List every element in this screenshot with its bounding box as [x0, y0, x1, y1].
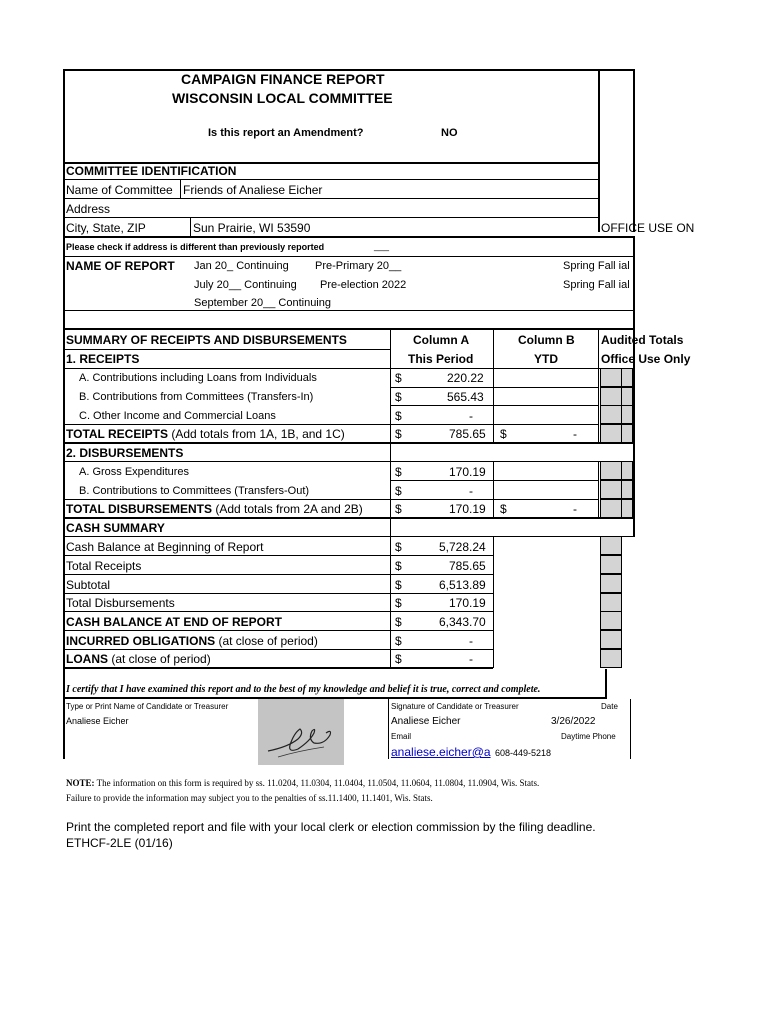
receipts-a-value[interactable]: 220.22 — [447, 371, 484, 385]
column-b-header: Column B — [518, 333, 575, 347]
note-label: NOTE: — [66, 778, 95, 788]
receipts-a-label: A. Contributions including Loans from Individuals — [79, 372, 317, 384]
loans-value[interactable]: - — [469, 652, 473, 666]
filing-instructions: Print the completed report and file with your local clerk or election commission by the filing deadline. — [66, 820, 596, 834]
address-change-checkbox[interactable]: ___ — [374, 241, 390, 251]
disbursements-section-title: 2. DISBURSEMENTS — [66, 446, 184, 460]
total-disbursements-bold: TOTAL DISBURSEMENTS — [66, 502, 213, 516]
signature-label: Signature of Candidate or Treasurer — [391, 702, 519, 711]
cash-summary-title: CASH SUMMARY — [66, 521, 165, 535]
form-subtitle: WISCONSIN LOCAL COMMITTEE — [172, 90, 393, 106]
report-name-label: NAME OF REPORT — [66, 259, 175, 273]
cash-receipts-label: Total Receipts — [66, 559, 142, 573]
email-label: Email — [391, 732, 412, 741]
amendment-answer[interactable]: NO — [441, 127, 458, 139]
loans-label — [66, 652, 211, 666]
dollar-sign: $ — [395, 390, 402, 404]
disbursements-b-label: B. Contributions to Committees (Transfers-Out) — [79, 485, 310, 497]
receipts-b-value[interactable]: 565.43 — [447, 390, 484, 404]
city-state-zip-label: City, State, ZIP — [66, 221, 146, 235]
column-a-subheader: This Period — [408, 352, 474, 366]
signature-image — [258, 699, 344, 765]
dollar-sign: $ — [395, 540, 402, 554]
column-a-header: Column A — [413, 333, 470, 347]
signature-scribble-icon — [258, 699, 344, 765]
report-option-spring-fall-2[interactable]: Spring Fall ial — [563, 279, 630, 291]
report-option-pre-primary[interactable]: Pre-Primary 20__ — [315, 260, 402, 272]
report-option-pre-election[interactable]: Pre-election 2022 — [320, 279, 407, 291]
print-name-label: Type or Print Name of Candidate or Treasurer — [66, 702, 229, 711]
dollar-sign: $ — [395, 502, 402, 516]
certification-statement: I certify that I have examined this report and to the best of my knowledge and belief it is true, correct and complete. — [66, 684, 541, 695]
phone-field[interactable]: 608-449-5218 — [495, 748, 552, 758]
dollar-sign: $ — [395, 615, 402, 629]
note-line-2: Failure to provide the information may subject you to the penalties of ss.11.1400, 11.1401, Wis. Stats. — [66, 793, 433, 803]
total-receipts-note: (Add totals from 1A, 1B, and 1C) — [168, 427, 345, 441]
dollar-sign: $ — [500, 502, 507, 516]
cash-end-value[interactable]: 6,343.70 — [439, 615, 486, 629]
loans-bold: LOANS — [66, 652, 108, 666]
dollar-sign: $ — [395, 559, 402, 573]
dollar-sign: $ — [395, 578, 402, 592]
report-option-july-continuing[interactable]: July 20__ Continuing — [194, 279, 297, 291]
total-disbursements-label — [66, 502, 363, 516]
dollar-sign: $ — [395, 409, 402, 423]
office-use-label: OFFICE USE ON — [601, 221, 695, 235]
cash-end-label: CASH BALANCE AT END OF REPORT — [66, 615, 282, 629]
dollar-sign: $ — [395, 634, 402, 648]
committee-name-label: Name of Committee — [66, 183, 173, 197]
incurred-note: (at close of period) — [215, 634, 318, 648]
dollar-sign: $ — [500, 427, 507, 441]
print-name-field[interactable]: Analiese Eicher — [66, 716, 129, 726]
form-code: ETHCF-2LE (01/16) — [66, 836, 173, 850]
total-receipts-bold: TOTAL RECEIPTS — [66, 427, 169, 441]
disbursements-a-label: A. Gross Expenditures — [79, 466, 190, 478]
address-label: Address — [66, 202, 111, 216]
dollar-sign: $ — [395, 371, 402, 385]
incurred-obligations-value[interactable]: - — [469, 634, 473, 648]
email-link[interactable]: analiese.eicher@a — [391, 745, 491, 759]
committee-section-title: COMMITTEE IDENTIFICATION — [66, 164, 237, 178]
cash-subtotal-label: Subtotal — [66, 578, 111, 592]
date-label: Date — [601, 702, 618, 711]
city-state-zip-field[interactable]: Sun Prairie, WI 53590 — [193, 221, 311, 235]
cash-receipts-value[interactable]: 785.65 — [449, 559, 486, 573]
signature-name-field[interactable]: Analiese Eicher — [391, 716, 461, 727]
note-text: The information on this form is required by ss. 11.0204, 11.0304, 11.0404, 11.0504, 11.0604, 11.0804, 11.0904, Wis. Stats. — [94, 778, 540, 788]
report-option-september-continuing[interactable]: September 20__ Continuing — [194, 297, 331, 309]
disbursements-b-value[interactable]: - — [469, 484, 473, 498]
dollar-sign: $ — [395, 484, 402, 498]
disbursements-a-value[interactable]: 170.19 — [449, 465, 486, 479]
dollar-sign: $ — [395, 652, 402, 666]
cash-begin-value[interactable]: 5,728.24 — [439, 540, 486, 554]
office-use-only-header: Office Use Only — [601, 352, 691, 366]
total-receipts-ytd[interactable]: - — [573, 427, 577, 441]
receipts-c-label: C. Other Income and Commercial Loans — [79, 410, 276, 422]
dollar-sign: $ — [395, 596, 402, 610]
total-receipts-label — [66, 427, 345, 441]
dollar-sign: $ — [395, 465, 402, 479]
receipts-c-value[interactable]: - — [469, 409, 473, 423]
cash-subtotal-value[interactable]: 6,513.89 — [439, 578, 486, 592]
cash-disbursements-value[interactable]: 170.19 — [449, 596, 486, 610]
dollar-sign: $ — [395, 427, 402, 441]
total-disbursements-ytd[interactable]: - — [573, 502, 577, 516]
report-option-spring-fall-1[interactable]: Spring Fall ial — [563, 260, 630, 272]
summary-title: SUMMARY OF RECEIPTS AND DISBURSEMENTS — [66, 333, 347, 347]
cash-begin-label: Cash Balance at Beginning of Report — [66, 540, 264, 554]
incurred-bold: INCURRED OBLIGATIONS — [66, 634, 216, 648]
receipts-section-title: 1. RECEIPTS — [66, 352, 140, 366]
amendment-question: Is this report an Amendment? — [208, 127, 364, 139]
report-option-jan-continuing[interactable]: Jan 20_ Continuing — [194, 260, 289, 272]
total-receipts-value[interactable]: 785.65 — [449, 427, 486, 441]
address-change-note: Please check if address is different than previously reported — [66, 242, 325, 252]
column-b-subheader: YTD — [534, 352, 558, 366]
incurred-obligations-label — [66, 634, 318, 648]
total-disbursements-value[interactable]: 170.19 — [449, 502, 486, 516]
note-line-1 — [66, 778, 539, 788]
phone-label: Daytime Phone — [561, 732, 616, 741]
total-disbursements-note: (Add totals from 2A and 2B) — [212, 502, 363, 516]
cash-disbursements-label: Total Disbursements — [66, 596, 175, 610]
form-title: CAMPAIGN FINANCE REPORT — [181, 71, 385, 87]
signature-date-field[interactable]: 3/26/2022 — [551, 716, 596, 727]
committee-name-field[interactable]: Friends of Analiese Eicher — [183, 183, 323, 197]
receipts-b-label: B. Contributions from Committees (Transfers-In) — [79, 391, 314, 403]
audited-totals-header: Audited Totals — [601, 333, 684, 347]
loans-note: (at close of period) — [108, 652, 211, 666]
